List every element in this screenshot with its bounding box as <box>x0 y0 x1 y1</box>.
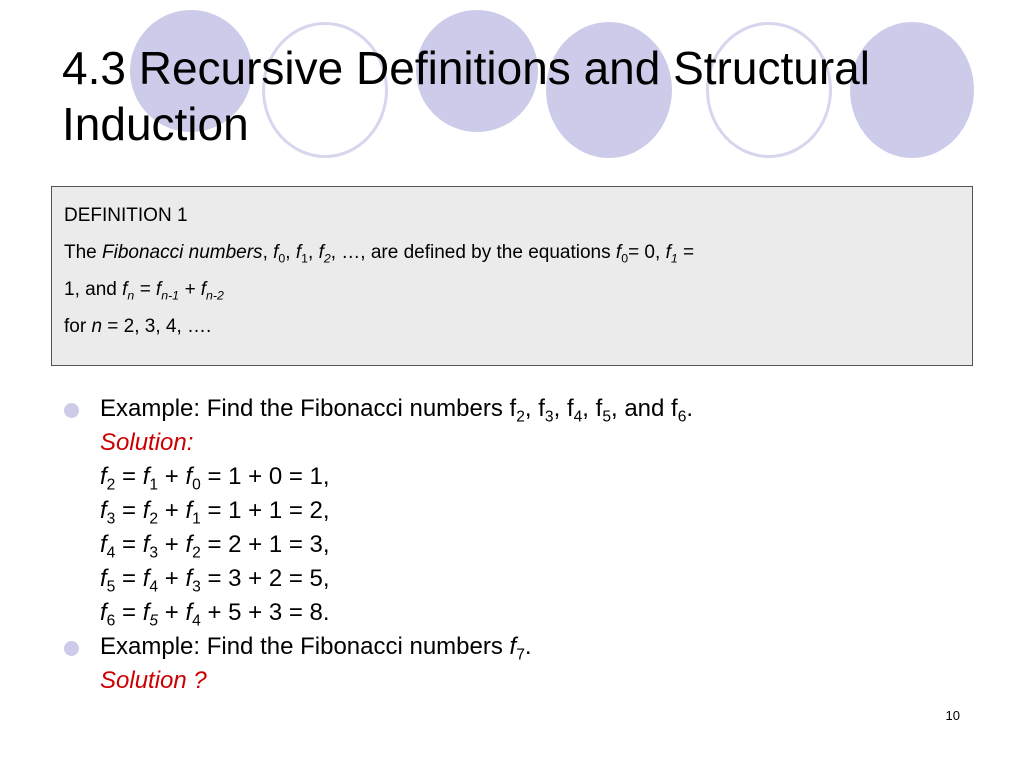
subscript: 0 <box>621 251 629 266</box>
text: = 1 + 0 = 1, <box>200 463 330 490</box>
subscript: 4 <box>149 578 159 596</box>
var-f: f <box>295 242 302 263</box>
var-f: f <box>142 531 150 558</box>
var-f: f <box>122 279 128 300</box>
bullet-example-2 <box>62 630 962 664</box>
text: + <box>158 497 186 524</box>
var-f: f <box>185 497 193 524</box>
subscript: 3 <box>149 544 159 562</box>
subscript: 4 <box>573 408 583 426</box>
var-f: f <box>665 242 671 263</box>
title-line-1: 4.3 Recursive Definitions and Structural <box>62 42 870 94</box>
text: Example: Find the Fibonacci numbers <box>100 633 510 660</box>
title-line-2: Induction <box>62 98 249 150</box>
text: . <box>686 395 694 422</box>
text: + 5 + 3 = 8. <box>200 599 330 626</box>
subscript: 2 <box>323 251 331 266</box>
subscript: 6 <box>106 612 116 630</box>
subscript: 1 <box>301 251 308 266</box>
subscript: n-1 <box>161 288 180 303</box>
var-f: f <box>509 633 517 660</box>
var-f: f <box>200 279 206 300</box>
var-f: f <box>615 242 622 263</box>
solution-step <box>62 460 962 494</box>
text: = <box>115 565 143 592</box>
var-f: f <box>142 565 150 592</box>
text: = 0, <box>628 242 666 263</box>
subscript: 2 <box>192 544 201 562</box>
var-f: f <box>185 599 193 626</box>
solution-step <box>62 528 962 562</box>
text: = 3 + 2 = 5, <box>200 565 330 592</box>
var-f: f <box>142 463 150 490</box>
text: , and f <box>611 395 678 422</box>
var-f: f <box>155 279 162 300</box>
var-f: f <box>100 565 107 592</box>
var-f: f <box>142 599 150 626</box>
subscript: 1 <box>149 476 159 494</box>
slide-content <box>62 392 962 698</box>
text: , <box>524 395 539 422</box>
text: = <box>115 463 143 490</box>
text: + <box>158 531 186 558</box>
text: = <box>677 242 695 263</box>
var-n: n <box>91 316 103 337</box>
subscript: 0 <box>192 476 201 494</box>
var-f: f <box>100 599 107 626</box>
text: The <box>64 242 103 263</box>
text: = 2, 3, 4, …. <box>102 316 212 337</box>
text: = <box>115 599 143 626</box>
var-f: f <box>185 531 193 558</box>
definition-line <box>64 308 960 345</box>
var-f: f <box>100 463 107 490</box>
var-f: f <box>185 565 193 592</box>
var-f: f <box>185 463 193 490</box>
subscript: 3 <box>544 408 554 426</box>
subscript: n-2 <box>205 288 224 303</box>
subscript: 0 <box>278 251 286 266</box>
text: = <box>115 531 143 558</box>
text: , …, are defined by the equations <box>330 242 616 263</box>
slide-title <box>62 40 962 152</box>
solution-label: Solution: <box>100 429 194 456</box>
subscript: 3 <box>192 578 201 596</box>
text: . <box>524 633 532 660</box>
text: + <box>179 279 201 300</box>
subscript: 2 <box>149 510 159 528</box>
text: + <box>158 565 186 592</box>
text: , <box>308 242 319 263</box>
text: , <box>285 242 296 263</box>
solution-label: Solution ? <box>100 667 207 694</box>
term: Fibonacci numbers <box>102 242 263 263</box>
subscript: 5 <box>602 408 611 426</box>
subscript: n <box>127 288 135 303</box>
bullet-example-1: Example: Find the Fibonacci numbers $f_2$, $f_3$, $f_4$, $f_5$, and $f_6$. <box>62 392 962 426</box>
definition-line <box>64 234 960 271</box>
solution-step <box>62 562 962 596</box>
solution-step <box>62 494 962 528</box>
subscript: 4 <box>106 544 116 562</box>
subscript: 1 <box>670 251 678 266</box>
text: 1, and <box>64 279 123 300</box>
solution-step <box>62 596 962 630</box>
bullet-dot-icon <box>64 403 79 418</box>
subscript: 6 <box>677 408 687 426</box>
definition-box <box>51 186 973 366</box>
text: = 2 + 1 = 3, <box>200 531 330 558</box>
subscript: 2 <box>106 476 116 494</box>
text: , <box>582 395 596 422</box>
text: = 1 + 1 = 2, <box>200 497 330 524</box>
var-f: f <box>273 242 279 263</box>
text: = <box>134 279 156 300</box>
text: , <box>553 395 567 422</box>
subscript: 3 <box>106 510 116 528</box>
text: , <box>262 242 274 263</box>
text: + <box>158 599 186 626</box>
text: + <box>158 463 186 490</box>
var-f: f <box>142 497 150 524</box>
bullet-dot-icon <box>64 641 79 656</box>
var-f: f <box>100 531 107 558</box>
subscript: 5 <box>106 578 116 596</box>
text: for <box>64 316 92 337</box>
subscript: 2 <box>516 408 525 426</box>
subscript: 7 <box>516 646 525 664</box>
subscript: 5 <box>149 612 159 630</box>
var-f: f <box>100 497 107 524</box>
text: Example: Find the Fibonacci numbers f <box>100 395 517 422</box>
page-number: 10 <box>945 708 960 723</box>
definition-line <box>64 271 960 308</box>
definition-heading: DEFINITION 1 <box>64 205 188 226</box>
subscript: 1 <box>192 510 201 528</box>
var-f: f <box>318 242 324 263</box>
text: = <box>115 497 143 524</box>
subscript: 4 <box>192 612 201 630</box>
